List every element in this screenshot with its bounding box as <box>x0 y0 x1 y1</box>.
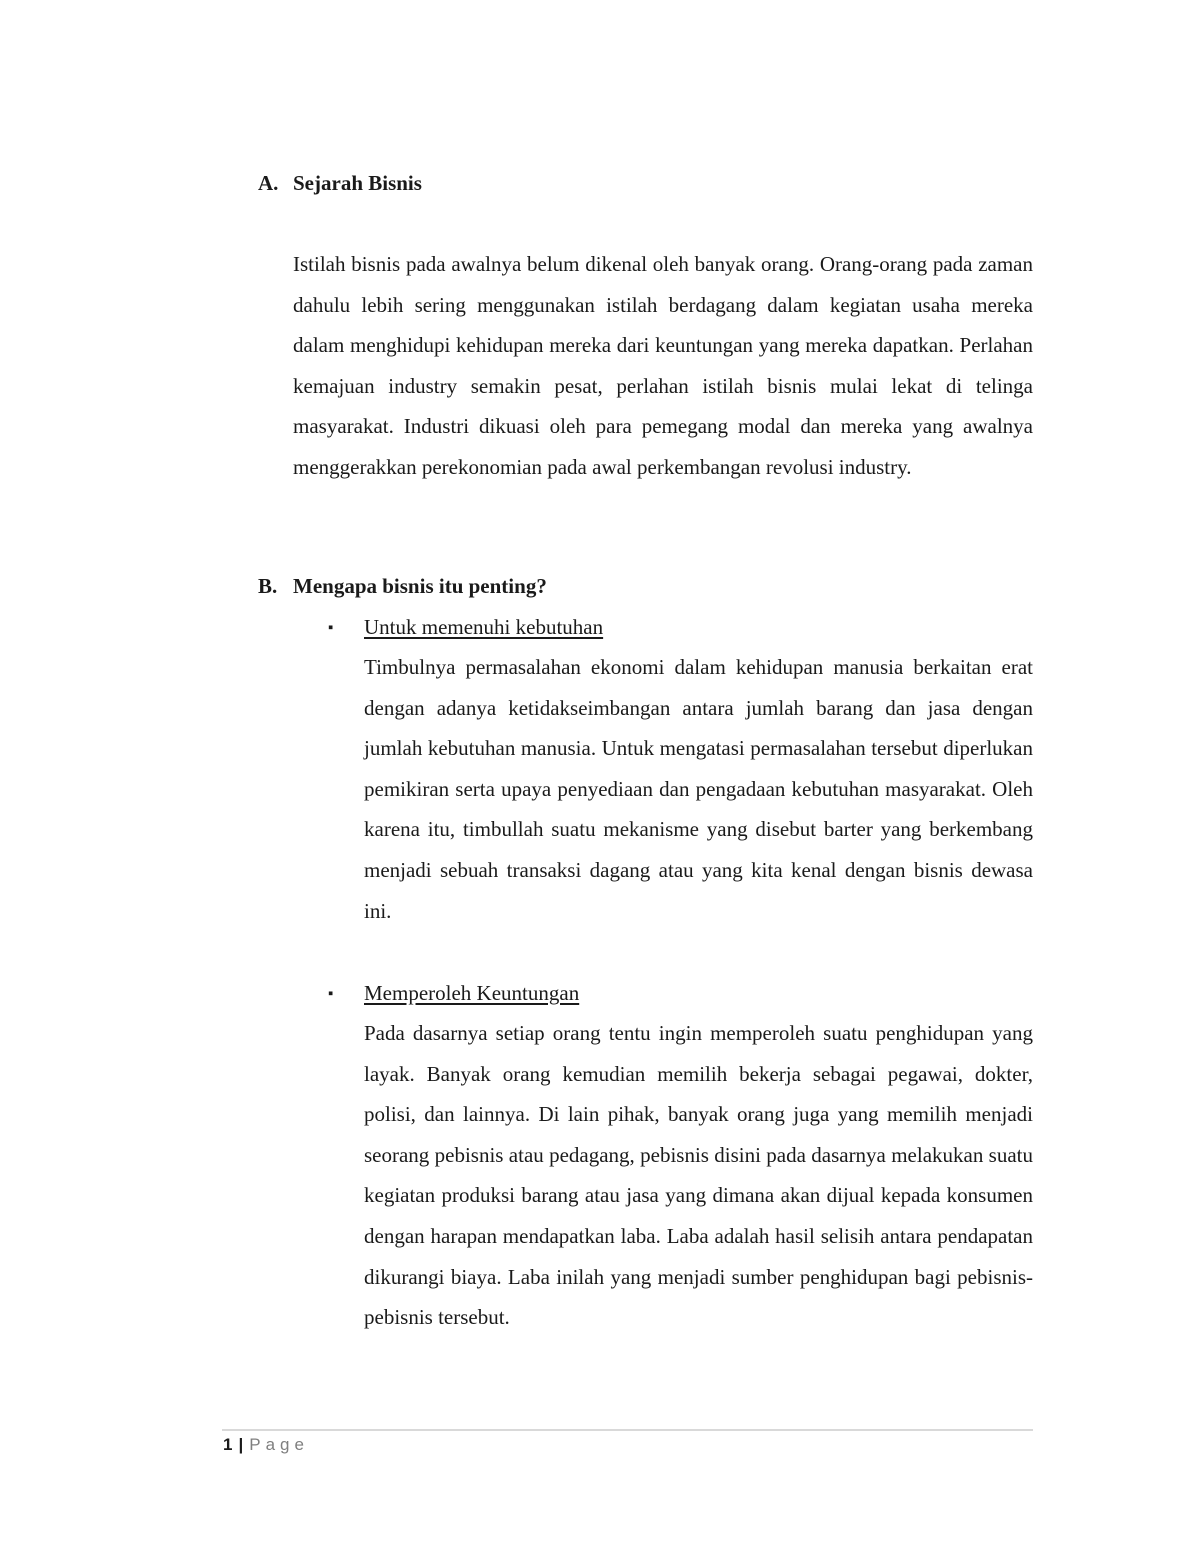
footer-divider <box>222 1429 1033 1431</box>
footer-separator: | <box>238 1435 244 1454</box>
list-item-title: Memperoleh Keuntungan <box>364 981 580 1005</box>
list-item-paragraph: Pada dasarnya setiap orang tentu ingin memperoleh suatu penghidupan yang layak. Banyak orang kemudian memilih bekerja sebagai pegawai, dokter, polisi, dan lainnya. Di lain pihak, banyak orang juga yang memilih menjadi seorang pebisnis atau pedagang, pebisnis disini pada dasarnya melakukan suatu kegiatan produksi barang atau jasa yang dimana akan dijual kepada konsumen dengan harapan mendapatkan laba. Laba adalah hasil selisih antara pendapatan dikurangi biaya. Laba inilah yang menjadi sumber penghidupan bagi pebisnis-pebisnis tersebut. <box>364 1021 1033 1330</box>
list-item-heading <box>328 614 603 641</box>
section-a-heading <box>258 170 422 196</box>
section-b-title: Mengapa bisnis itu penting? <box>293 574 547 598</box>
section-b-letter: B. <box>258 574 278 598</box>
page-footer <box>223 1434 309 1456</box>
page-number: 1 <box>223 1435 233 1454</box>
section-b-heading <box>258 573 547 599</box>
page-label: Page <box>249 1435 309 1454</box>
square-bullet-icon: ▪ <box>328 986 334 1002</box>
list-item-paragraph: Timbulnya permasalahan ekonomi dalam kehidupan manusia berkaitan erat dengan adanya ketidakseimbangan antara jumlah barang dan jasa dengan jumlah kebutuhan manusia. Untuk mengatasi permasalahan tersebut diperlukan pemikiran serta upaya penyediaan dan pengadaan kebutuhan masyarakat. Oleh karena itu, timbullah suatu mekanisme yang disebut barter yang berkembang menjadi sebuah transaksi dagang atau yang kita kenal dengan bisnis dewasa ini. <box>364 655 1033 923</box>
square-bullet-icon: ▪ <box>328 620 334 636</box>
section-a-title: Sejarah Bisnis <box>293 171 422 195</box>
list-item-heading <box>328 980 579 1007</box>
section-a-letter: A. <box>258 171 279 195</box>
section-a-paragraph: Istilah bisnis pada awalnya belum dikenal oleh banyak orang. Orang-orang pada zaman dahulu lebih sering menggunakan istilah berdagang dalam kegiatan usaha mereka dalam menghidupi kehidupan mereka dari keuntungan yang mereka dapatkan. Perlahan kemajuan industry semakin pesat, perlahan istilah bisnis mulai lekat di telinga masyarakat. Industri dikuasi oleh para pemegang modal dan mereka yang awalnya menggerakkan perekonomian pada awal perkembangan revolusi industry. <box>293 252 1033 479</box>
list-item-title: Untuk memenuhi kebutuhan <box>364 615 604 639</box>
